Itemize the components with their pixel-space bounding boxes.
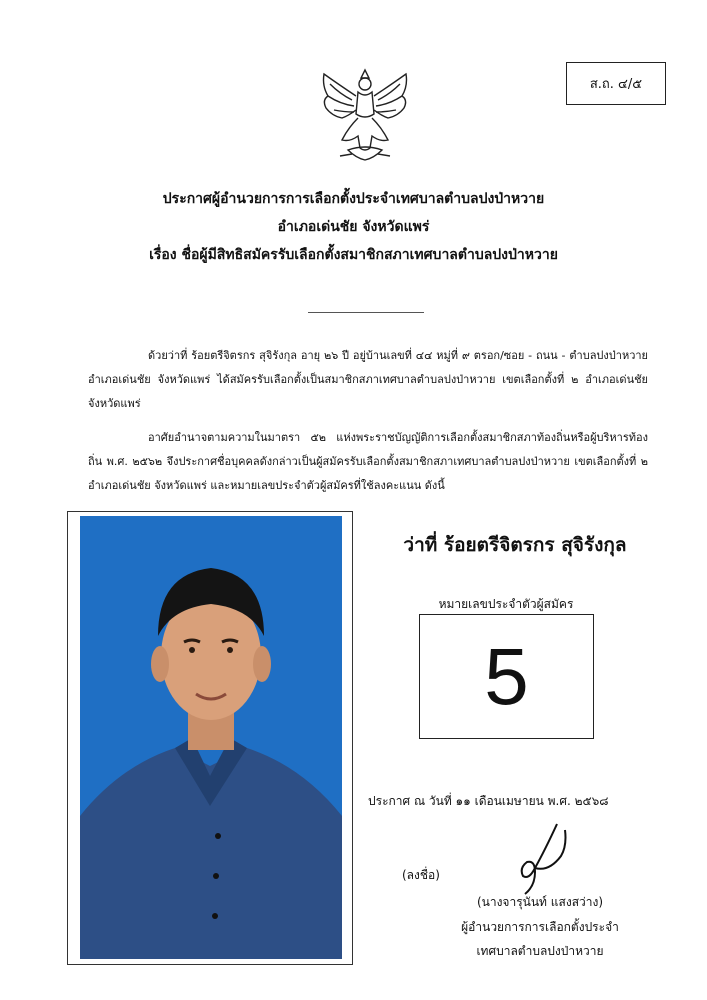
announcement-date: ประกาศ ณ วันที่ ๑๑ เดือนเมษายน พ.ศ. ๒๕๖๘ <box>368 794 609 808</box>
signature-label: (ลงชื่อ) <box>402 868 440 882</box>
handwritten-signature <box>505 820 575 900</box>
header-line-3: เรื่อง ชื่อผู้มีสิทธิสมัครรับเลือกตั้งสมาชิกสภาเทศบาลตำบลปงป่าหวาย <box>149 247 558 263</box>
candidate-number-caption: หมายเลขประจำตัวผู้สมัคร <box>438 597 574 611</box>
header-line-2: อำเภอเด่นชัย จังหวัดแพร่ <box>277 219 430 235</box>
candidate-number-box <box>419 614 594 739</box>
signer-title-2: เทศบาลตำบลปงป่าหวาย <box>476 944 604 958</box>
divider <box>308 312 424 313</box>
paragraph-2 <box>88 426 648 498</box>
candidate-number: 5 <box>484 631 529 721</box>
header-line-1: ประกาศผู้อำนวยการการเลือกตั้งประจำเทศบาลตำบลปงป่าหวาย <box>162 191 545 207</box>
candidate-name: ว่าที่ ร้อยตรีจิตรกร สุจิรังกุล <box>403 534 627 556</box>
paragraph-2-text: อาศัยอำนาจตามความในมาตรา ๕๒ แห่งพระราชบัญญัติการเลือกตั้งสมาชิกสภาท้องถิ่นหรือผู้บริหารท้องถิ่น พ.ศ. ๒๕๖๒ จึงประกาศชื่อบุคคลดังกล่าวเป็นผู้สมัครรับเลือกตั้งสมาชิกสภาเทศบาลตำบลปงป่าหวาย เขตเลือกตั้งที่ ๒ อำเภอเด่นชัย จังหวัดแพร่ และหมายเลขประจำตัวผู้สมัครที่ใช้ลงคะแนน ดังนี้ <box>88 431 648 492</box>
paragraph-1-text: ด้วยว่าที่ ร้อยตรีจิตรกร สุจิรังกุล อายุ ๒๖ ปี อยู่บ้านเลขที่ ๔๔ หมู่ที่ ๙ ตรอก/ซอย - ถนน - ตำบลปงป่าหวาย อำเภอเด่นชัย จังหวัดแพร่ ได้สมัครรับเลือกตั้งเป็นสมาชิกสภาเทศบาลตำบลปงป่าหวาย เขตเลือกตั้งที่ ๒ อำเภอเด่นชัย จังหวัดแพร่ <box>88 349 648 410</box>
candidate-photo <box>80 516 342 959</box>
form-code-box <box>566 62 666 105</box>
paragraph-1 <box>88 344 648 416</box>
signer-title-1: ผู้อำนวยการการเลือกตั้งประจำ <box>461 920 619 934</box>
signer-name: (นางจารุนันท์ แสงสว่าง) <box>476 895 604 909</box>
garuda-emblem-icon <box>318 66 413 164</box>
form-code: ส.ถ. ๔/๕ <box>589 77 643 92</box>
